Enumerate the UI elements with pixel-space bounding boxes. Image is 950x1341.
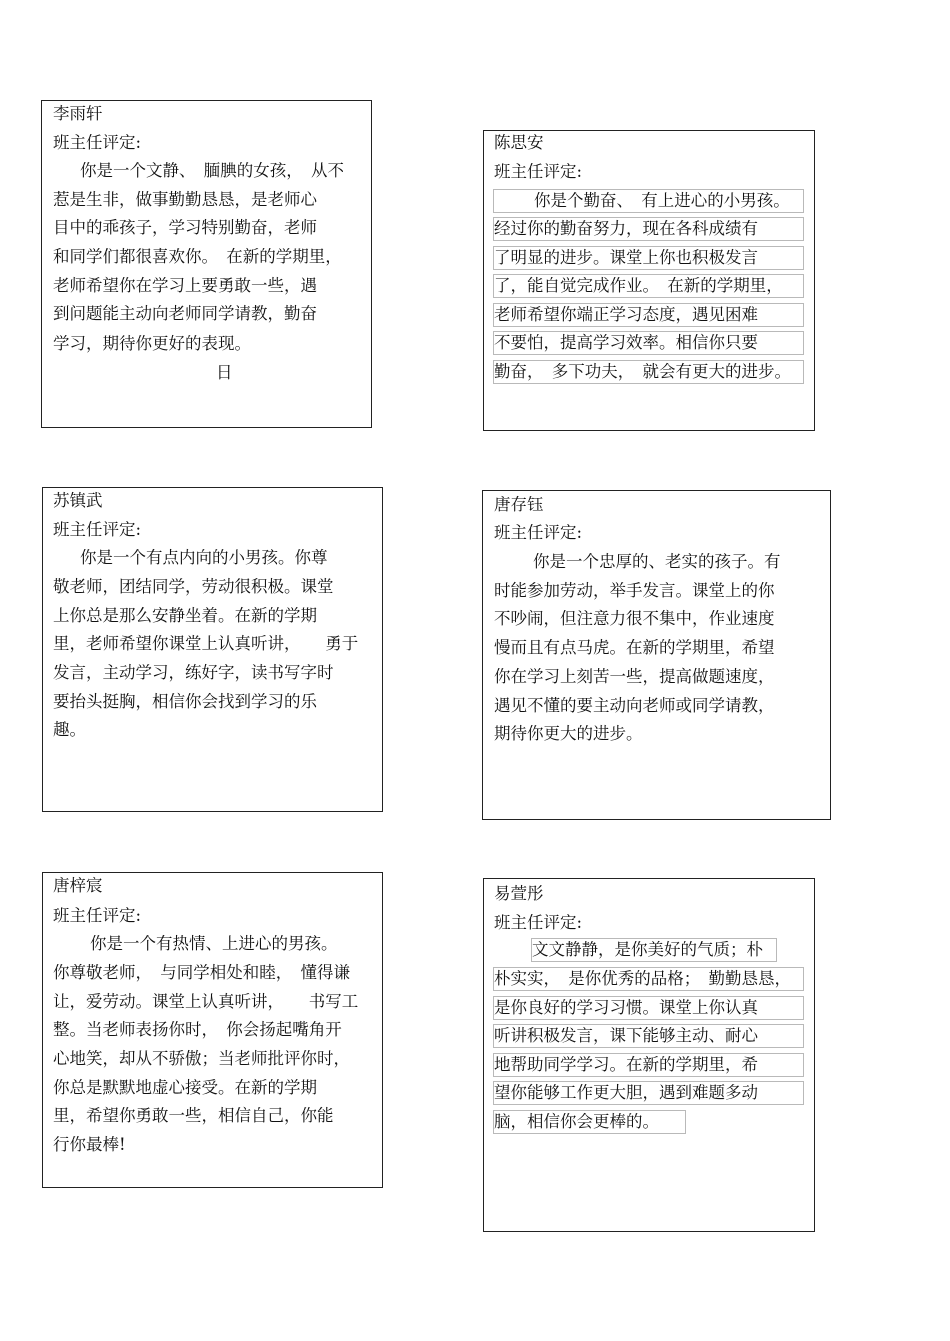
comment-line: 里，老师希望你课堂上认真听讲， 勇于 bbox=[53, 634, 359, 653]
comment-line: 老师希望你端正学习态度，遇见困难 bbox=[493, 303, 804, 327]
student-name: 苏镇武 bbox=[53, 491, 103, 510]
comment-line: 老师希望你在学习上要勇敢一些，遇 bbox=[53, 276, 317, 295]
comment-line: 慢而且有点马虎。在新的学期里，希望 bbox=[494, 638, 775, 657]
comment-line: 了，能自觉完成作业。 在新的学期里， bbox=[493, 274, 804, 298]
comment-line: 望你能够工作更大胆，遇到难题多动 bbox=[493, 1081, 804, 1105]
evaluation-label: 班主任评定: bbox=[53, 133, 142, 152]
comment-line: 发言，主动学习，练好字，读书写字时 bbox=[53, 663, 334, 682]
comment-line: 到问题能主动向老师同学请教，勤奋 bbox=[53, 304, 317, 323]
comment-line: 勤奋， 多下功夫， 就会有更大的进步。 bbox=[493, 360, 804, 384]
comment-line: 时能参加劳动，举手发言。课堂上的你 bbox=[494, 581, 775, 600]
comment-line: 你是一个有热情、上进心的男孩。 bbox=[90, 934, 338, 953]
evaluation-label: 班主任评定: bbox=[494, 523, 583, 542]
student-name: 唐存钰 bbox=[494, 495, 544, 514]
comment-line: 目中的乖孩子，学习特别勤奋，老师 bbox=[53, 218, 317, 237]
comment-line: 不要怕，提高学习效率。相信你只要 bbox=[493, 331, 804, 355]
comment-line: 你是一个有点内向的小男孩。你尊 bbox=[80, 548, 328, 567]
comment-line: 朴实实， 是你优秀的品格； 勤勤恳恳， bbox=[493, 967, 804, 991]
student-name: 陈思安 bbox=[494, 133, 544, 152]
student-name: 唐梓宸 bbox=[53, 876, 103, 895]
comment-line: 期待你更大的进步。 bbox=[494, 724, 643, 743]
comment-line: 你是一个忠厚的、老实的孩子。有 bbox=[533, 552, 781, 571]
comment-line: 你是一个文静、 腼腆的女孩， 从不 bbox=[80, 161, 344, 180]
comment-line: 趣。 bbox=[53, 720, 86, 739]
comment-line: 惹是生非，做事勤勤恳恳，是老师心 bbox=[53, 190, 317, 209]
comment-line: 上你总是那么安静坐着。在新的学期 bbox=[53, 606, 317, 625]
student-name: 易萱彤 bbox=[494, 884, 544, 903]
comment-line: 遇见不懂的要主动向老师或同学请教， bbox=[494, 696, 775, 715]
comment-line: 敬老师，团结同学，劳动很积极。课堂 bbox=[53, 577, 334, 596]
evaluation-label: 班主任评定: bbox=[494, 913, 583, 932]
comment-line: 地帮助同学学习。在新的学期里，希 bbox=[493, 1053, 804, 1077]
comment-line: 不吵闹，但注意力很不集中，作业速度 bbox=[494, 609, 775, 628]
comment-line: 是你良好的学习习惯。课堂上你认真 bbox=[493, 996, 804, 1020]
date-mark: 日 bbox=[216, 363, 233, 382]
comment-line: 经过你的勤奋努力，现在各科成绩有 bbox=[493, 217, 804, 241]
comment-line: 整。当老师表扬你时， 你会扬起嘴角开 bbox=[53, 1020, 342, 1039]
comment-line: 了明显的进步。课堂上你也积极发言 bbox=[493, 246, 804, 270]
comment-line: 学习，期待你更好的表现。 bbox=[53, 334, 251, 353]
comment-line: 里，希望你勇敢一些，相信自己，你能 bbox=[53, 1106, 334, 1125]
comment-line: 脑，相信你会更棒的。 bbox=[493, 1110, 686, 1134]
student-name: 李雨轩 bbox=[53, 104, 103, 123]
comment-line: 行你最棒! bbox=[53, 1135, 126, 1154]
comment-line: 你尊敬老师， 与同学相处和睦， 懂得谦 bbox=[53, 963, 350, 982]
evaluation-label: 班主任评定: bbox=[494, 162, 583, 181]
comment-line: 你是个勤奋、 有上进心的小男孩。 bbox=[493, 189, 804, 213]
comment-line: 让，爱劳动。课堂上认真听讲， 书写工 bbox=[53, 992, 359, 1011]
comment-line: 你总是默默地虚心接受。在新的学期 bbox=[53, 1078, 317, 1097]
comment-line: 心地笑，却从不骄傲；当老师批评你时， bbox=[53, 1049, 350, 1068]
evaluation-label: 班主任评定: bbox=[53, 906, 142, 925]
evaluation-label: 班主任评定: bbox=[53, 520, 142, 539]
comment-line: 要抬头挺胸，相信你会找到学习的乐 bbox=[53, 692, 317, 711]
comment-line: 文文静静，是你美好的气质；朴 bbox=[531, 938, 777, 962]
comment-line: 听讲积极发言，课下能够主动、耐心 bbox=[493, 1024, 804, 1048]
comment-line: 你在学习上刻苦一些，提高做题速度， bbox=[494, 667, 775, 686]
comment-line: 和同学们都很喜欢你。 在新的学期里， bbox=[53, 247, 342, 266]
